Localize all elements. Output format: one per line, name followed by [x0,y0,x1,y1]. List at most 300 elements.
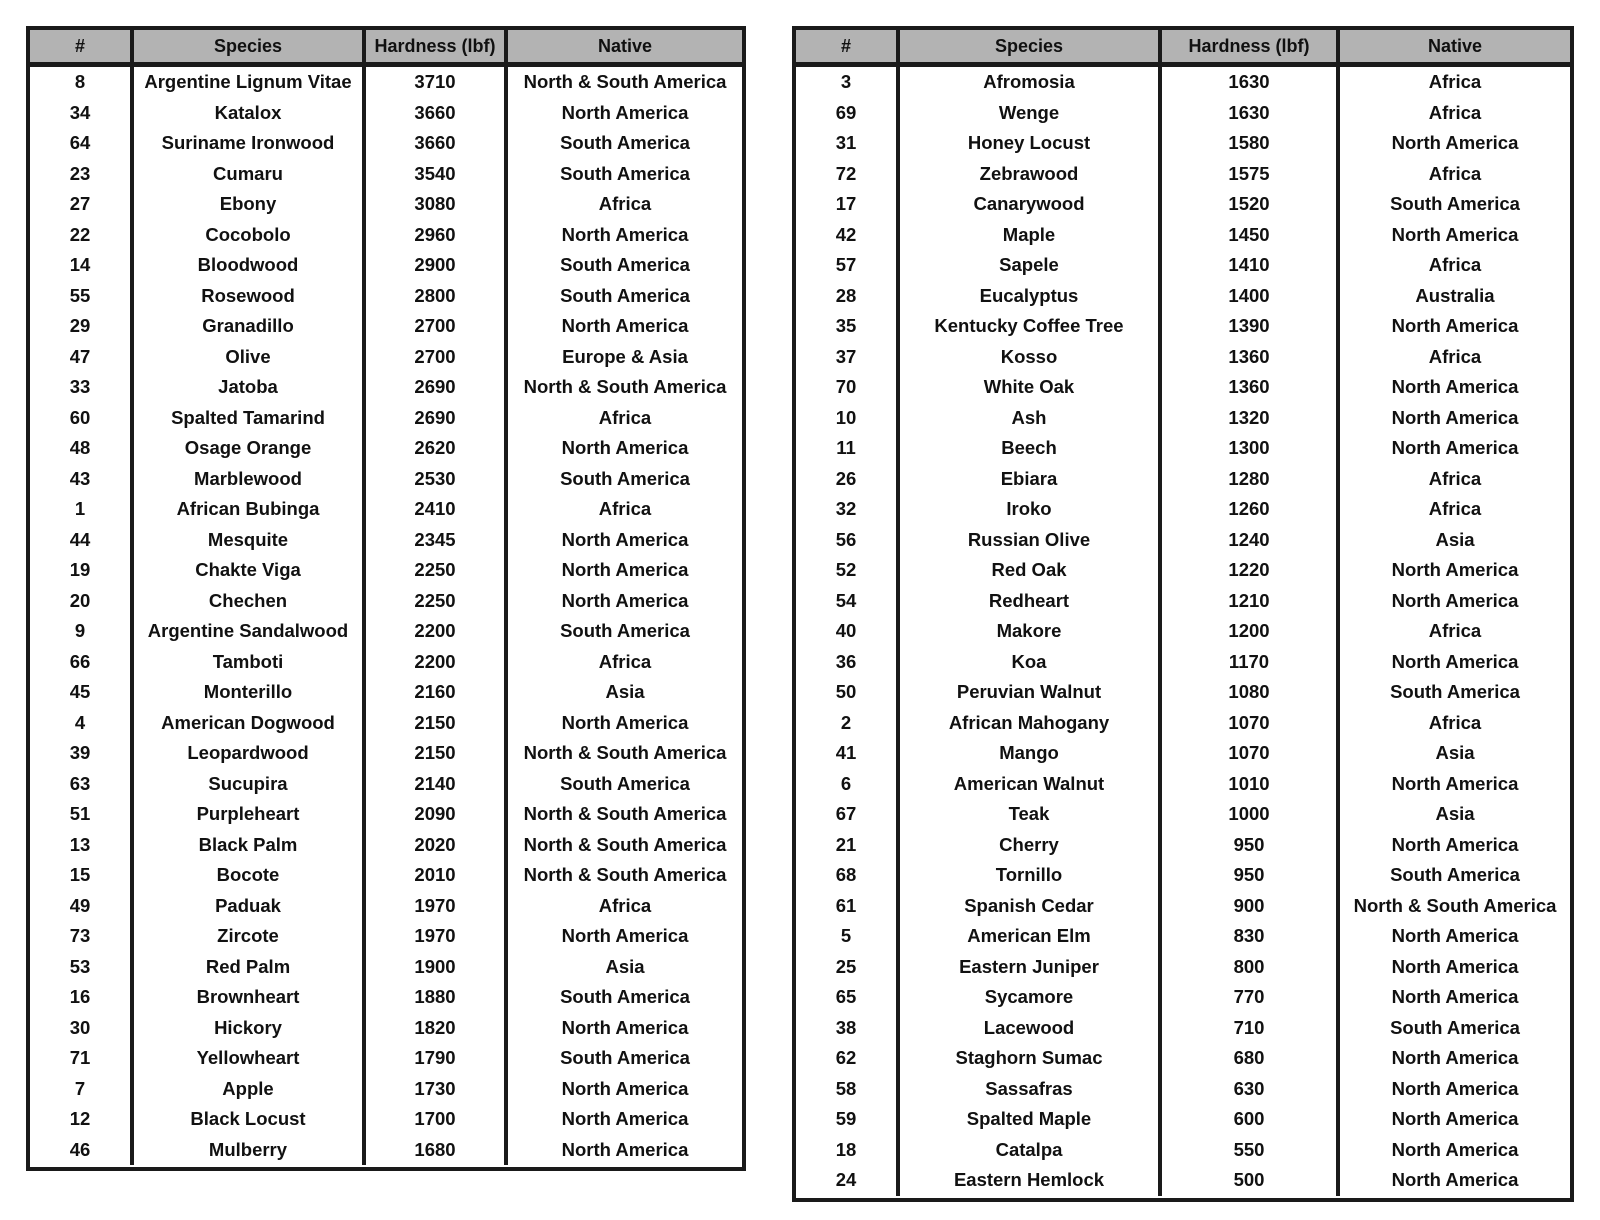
cell-number: 50 [796,677,900,708]
cell-native: North America [1391,406,1519,428]
table-row [796,708,1570,739]
cell-hardness: 2150 [366,738,508,769]
cell-native: South America [1390,193,1520,215]
cell-hardness: 1000 [1162,799,1340,830]
cell-species: Kosso [900,342,1162,373]
cell-native: Africa [1428,498,1482,520]
cell-species: Cocobolo [134,220,366,251]
cell-hardness: 1240 [1162,525,1340,556]
table-row [30,1104,742,1135]
table-row [30,708,742,739]
cell-hardness: 2150 [366,708,508,739]
cell-hardness: 3080 [366,189,508,220]
cell-native: South America [1390,1016,1520,1038]
cell-species: American Elm [900,921,1162,952]
cell-number: 14 [30,250,134,281]
cell-species: Wenge [900,98,1162,129]
cell-hardness: 1680 [366,1135,508,1166]
cell-species: White Oak [900,372,1162,403]
cell-hardness: 2020 [366,830,508,861]
cell-species: Ash [900,403,1162,434]
table-row [796,647,1570,678]
table-row [30,1013,742,1044]
cell-number: 7 [30,1074,134,1105]
cell-hardness: 2090 [366,799,508,830]
cell-native: Africa [598,406,652,428]
cell-species: Tamboti [134,647,366,678]
cell-number: 17 [796,189,900,220]
cell-hardness: 2250 [366,586,508,617]
cell-hardness: 1575 [1162,159,1340,190]
cell-number: 41 [796,738,900,769]
table-row [796,1135,1570,1166]
cell-number: 5 [796,921,900,952]
cell-number: 29 [30,311,134,342]
cell-number: 20 [30,586,134,617]
cell-native: Asia [1435,742,1475,764]
cell-species: Olive [134,342,366,373]
table-row [30,433,742,464]
cell-number: 36 [796,647,900,678]
table-row [30,799,742,830]
cell-native: Africa [1428,345,1482,367]
cell-number: 31 [796,128,900,159]
cell-native: North America [1391,1138,1519,1160]
cell-native: Africa [598,193,652,215]
table-header [796,30,1570,67]
cell-number: 13 [30,830,134,861]
cell-hardness: 1170 [1162,647,1340,678]
cell-species: Red Oak [900,555,1162,586]
cell-number: 30 [30,1013,134,1044]
cell-species: Zircote [134,921,366,952]
table-row [796,982,1570,1013]
table-row [30,189,742,220]
cell-number: 43 [30,464,134,495]
cell-number: 24 [796,1165,900,1196]
cell-native: North America [1391,772,1519,794]
cell-hardness: 550 [1162,1135,1340,1166]
cell-native: North America [1391,833,1519,855]
cell-native: North America [561,1138,689,1160]
cell-number: 23 [30,159,134,190]
table-row [796,128,1570,159]
cell-number: 53 [30,952,134,983]
table-row [796,1043,1570,1074]
cell-native: Asia [605,955,645,977]
cell-species: Cherry [900,830,1162,861]
table-row [30,128,742,159]
cell-native: North America [1391,589,1519,611]
cell-hardness: 1580 [1162,128,1340,159]
cell-hardness: 950 [1162,830,1340,861]
table-row [30,921,742,952]
cell-number: 3 [796,67,900,98]
cell-hardness: 830 [1162,921,1340,952]
header-species: Species [900,30,1162,62]
cell-hardness: 1010 [1162,769,1340,800]
cell-species: Spanish Cedar [900,891,1162,922]
cell-native: North America [1391,437,1519,459]
cell-number: 47 [30,342,134,373]
table-row [30,555,742,586]
cell-number: 19 [30,555,134,586]
cell-native: North America [561,101,689,123]
cell-number: 1 [30,494,134,525]
cell-native: North & South America [523,864,727,886]
table-row [796,1104,1570,1135]
cell-species: Bocote [134,860,366,891]
table-row [30,372,742,403]
hardness-table-right [792,26,1574,1202]
cell-hardness: 2200 [366,647,508,678]
cell-number: 67 [796,799,900,830]
table-row [30,464,742,495]
cell-species: Mesquite [134,525,366,556]
table-row [30,1074,742,1105]
cell-native: North America [561,925,689,947]
cell-species: Beech [900,433,1162,464]
cell-number: 59 [796,1104,900,1135]
cell-number: 38 [796,1013,900,1044]
cell-hardness: 1320 [1162,403,1340,434]
cell-native: Africa [1428,71,1482,93]
cell-native: Asia [605,681,645,703]
cell-native: North America [1391,559,1519,581]
cell-native: North America [561,1016,689,1038]
cell-number: 28 [796,281,900,312]
cell-hardness: 1070 [1162,708,1340,739]
cell-number: 34 [30,98,134,129]
table-row [30,525,742,556]
cell-native: Africa [1428,162,1482,184]
cell-hardness: 630 [1162,1074,1340,1105]
cell-number: 45 [30,677,134,708]
cell-hardness: 2800 [366,281,508,312]
table-row [796,342,1570,373]
cell-hardness: 1630 [1162,67,1340,98]
cell-number: 8 [30,67,134,98]
cell-hardness: 1970 [366,921,508,952]
cell-hardness: 2700 [366,311,508,342]
cell-native: South America [560,620,690,642]
cell-native: South America [560,467,690,489]
cell-number: 21 [796,830,900,861]
cell-hardness: 2345 [366,525,508,556]
cell-hardness: 900 [1162,891,1340,922]
cell-species: Sapele [900,250,1162,281]
cell-species: Cumaru [134,159,366,190]
cell-species: Kentucky Coffee Tree [900,311,1162,342]
cell-number: 4 [30,708,134,739]
cell-native: North America [561,437,689,459]
cell-species: Marblewood [134,464,366,495]
cell-species: Ebony [134,189,366,220]
header-hardness: Hardness (lbf) [366,30,508,62]
cell-species: Red Palm [134,952,366,983]
cell-native: North America [1391,132,1519,154]
cell-native: Asia [1435,528,1475,550]
table-row [30,738,742,769]
cell-number: 66 [30,647,134,678]
header-number: # [796,30,900,62]
cell-number: 70 [796,372,900,403]
cell-hardness: 1880 [366,982,508,1013]
cell-species: Eastern Hemlock [900,1165,1162,1196]
table-row [30,342,742,373]
table-row [30,860,742,891]
cell-native: South America [560,772,690,794]
cell-number: 16 [30,982,134,1013]
cell-species: Mango [900,738,1162,769]
cell-species: Black Palm [134,830,366,861]
cell-number: 15 [30,860,134,891]
cell-native: North & South America [523,742,727,764]
cell-hardness: 1520 [1162,189,1340,220]
table-row [30,250,742,281]
cell-hardness: 770 [1162,982,1340,1013]
cell-native: Africa [598,498,652,520]
cell-hardness: 3710 [366,67,508,98]
cell-number: 49 [30,891,134,922]
cell-hardness: 1900 [366,952,508,983]
cell-hardness: 3540 [366,159,508,190]
cell-species: Lacewood [900,1013,1162,1044]
cell-number: 35 [796,311,900,342]
cell-species: Monterillo [134,677,366,708]
cell-species: Argentine Lignum Vitae [134,67,366,98]
table-row [30,98,742,129]
cell-hardness: 2010 [366,860,508,891]
cell-native: North America [1391,1169,1519,1191]
cell-species: Hickory [134,1013,366,1044]
table-row [796,189,1570,220]
cell-number: 33 [30,372,134,403]
cell-number: 52 [796,555,900,586]
table-row [796,1165,1570,1196]
cell-native: Africa [1428,620,1482,642]
cell-number: 71 [30,1043,134,1074]
cell-species: Chakte Viga [134,555,366,586]
cell-species: Spalted Maple [900,1104,1162,1135]
cell-native: North America [561,528,689,550]
table-row [796,403,1570,434]
cell-species: Leopardwood [134,738,366,769]
cell-species: Osage Orange [134,433,366,464]
cell-native: North America [1391,1047,1519,1069]
cell-number: 55 [30,281,134,312]
table-row [796,738,1570,769]
cell-hardness: 1280 [1162,464,1340,495]
cell-species: Black Locust [134,1104,366,1135]
cell-hardness: 1390 [1162,311,1340,342]
cell-number: 10 [796,403,900,434]
cell-species: Ebiara [900,464,1162,495]
cell-species: Yellowheart [134,1043,366,1074]
cell-number: 62 [796,1043,900,1074]
cell-number: 72 [796,159,900,190]
cell-native: North & South America [523,833,727,855]
cell-species: Spalted Tamarind [134,403,366,434]
cell-number: 42 [796,220,900,251]
table-body [30,67,742,1167]
cell-number: 61 [796,891,900,922]
cell-hardness: 3660 [366,128,508,159]
table-row [796,677,1570,708]
cell-species: Honey Locust [900,128,1162,159]
hardness-table-left [26,26,746,1171]
table-row [796,372,1570,403]
cell-hardness: 1210 [1162,586,1340,617]
cell-number: 69 [796,98,900,129]
cell-hardness: 1260 [1162,494,1340,525]
table-row [30,159,742,190]
cell-number: 22 [30,220,134,251]
cell-hardness: 2200 [366,616,508,647]
cell-native: North America [1391,650,1519,672]
table-row [796,1074,1570,1105]
cell-hardness: 600 [1162,1104,1340,1135]
header-native: Native [597,35,653,56]
table-row [796,281,1570,312]
cell-species: Peruvian Walnut [900,677,1162,708]
table-row [30,982,742,1013]
cell-species: Staghorn Sumac [900,1043,1162,1074]
cell-hardness: 2160 [366,677,508,708]
cell-species: Chechen [134,586,366,617]
cell-native: North America [1391,925,1519,947]
cell-species: Jatoba [134,372,366,403]
cell-species: American Dogwood [134,708,366,739]
cell-number: 54 [796,586,900,617]
table-row [30,647,742,678]
cell-number: 9 [30,616,134,647]
cell-species: Argentine Sandalwood [134,616,366,647]
cell-native: Africa [598,650,652,672]
cell-native: North America [561,315,689,337]
cell-hardness: 1790 [366,1043,508,1074]
cell-number: 2 [796,708,900,739]
table-body [796,67,1570,1198]
cell-number: 32 [796,494,900,525]
cell-species: Granadillo [134,311,366,342]
cell-species: Sassafras [900,1074,1162,1105]
table-row [796,98,1570,129]
cell-native: North America [1391,376,1519,398]
cell-native: South America [560,132,690,154]
table-row [796,494,1570,525]
cell-hardness: 2410 [366,494,508,525]
cell-species: Koa [900,647,1162,678]
table-row [30,403,742,434]
cell-number: 39 [30,738,134,769]
table-row [796,830,1570,861]
cell-species: Katalox [134,98,366,129]
cell-number: 48 [30,433,134,464]
cell-number: 18 [796,1135,900,1166]
table-row [796,586,1570,617]
table-row [796,311,1570,342]
cell-species: African Bubinga [134,494,366,525]
cell-hardness: 2140 [366,769,508,800]
cell-species: Zebrawood [900,159,1162,190]
cell-hardness: 1360 [1162,372,1340,403]
table-row [796,860,1570,891]
cell-species: Iroko [900,494,1162,525]
cell-native: South America [1390,864,1520,886]
cell-number: 12 [30,1104,134,1135]
cell-hardness: 2250 [366,555,508,586]
cell-species: Rosewood [134,281,366,312]
cell-hardness: 2700 [366,342,508,373]
cell-number: 58 [796,1074,900,1105]
table-row [30,1043,742,1074]
table-row [796,159,1570,190]
cell-number: 56 [796,525,900,556]
cell-native: North America [561,223,689,245]
table-row [30,281,742,312]
cell-native: North & South America [523,71,727,93]
table-row [30,1135,742,1166]
table-row [30,830,742,861]
cell-species: American Walnut [900,769,1162,800]
cell-number: 57 [796,250,900,281]
cell-hardness: 1450 [1162,220,1340,251]
cell-native: North & South America [1353,894,1557,916]
header-native: Native [1427,35,1483,56]
cell-native: Africa [1428,467,1482,489]
cell-native: North America [561,711,689,733]
cell-number: 26 [796,464,900,495]
cell-native: North America [1391,1077,1519,1099]
cell-native: South America [560,284,690,306]
cell-hardness: 500 [1162,1165,1340,1196]
cell-species: Catalpa [900,1135,1162,1166]
table-row [796,525,1570,556]
cell-number: 65 [796,982,900,1013]
cell-number: 37 [796,342,900,373]
cell-species: Bloodwood [134,250,366,281]
cell-species: Purpleheart [134,799,366,830]
cell-hardness: 2530 [366,464,508,495]
cell-number: 63 [30,769,134,800]
cell-number: 27 [30,189,134,220]
table-row [30,220,742,251]
cell-species: Brownheart [134,982,366,1013]
table-row [796,769,1570,800]
cell-number: 60 [30,403,134,434]
cell-native: North America [1391,986,1519,1008]
cell-hardness: 710 [1162,1013,1340,1044]
cell-number: 11 [796,433,900,464]
cell-native: South America [560,1047,690,1069]
cell-hardness: 1070 [1162,738,1340,769]
table-row [796,464,1570,495]
cell-species: Makore [900,616,1162,647]
table-header [30,30,742,67]
cell-hardness: 2690 [366,372,508,403]
cell-number: 64 [30,128,134,159]
table-row [30,616,742,647]
cell-native: Australia [1415,284,1495,306]
cell-native: Africa [1428,254,1482,276]
table-row [796,952,1570,983]
cell-native: Africa [1428,101,1482,123]
cell-native: South America [560,254,690,276]
table-row [796,220,1570,251]
table-row [30,494,742,525]
cell-species: Eastern Juniper [900,952,1162,983]
